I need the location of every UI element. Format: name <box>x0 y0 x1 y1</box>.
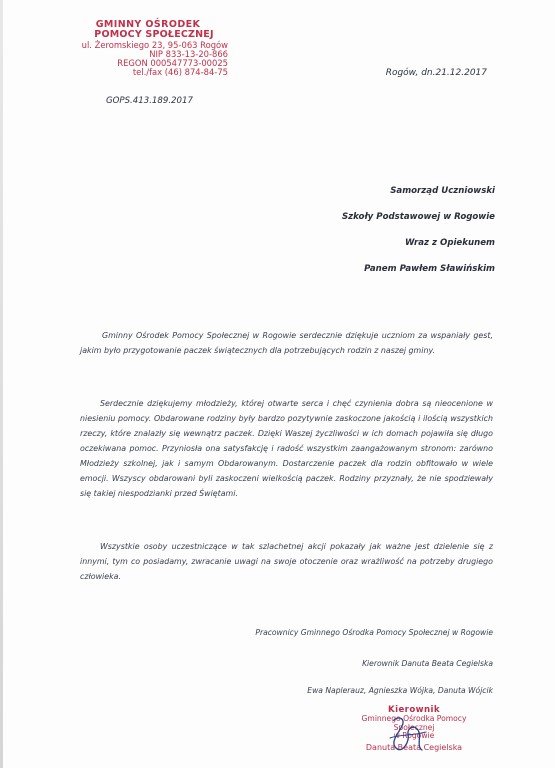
paragraph-1: Gminny Ośrodek Pomocy Społecznej w Rogowie serdecznie dziękuje uczniom za wspaniały gest, jakim było przygotowanie paczek świątecznych dla potrzebujących rodzin z naszej gminy. <box>80 331 493 355</box>
director-stamp-line-1: Gminnego Ośrodka Pomocy Społecznej <box>361 714 467 732</box>
director-stamp-line-2: w Rogowie <box>393 731 435 741</box>
signature-line-2: Kierownik Danuta Beata Cegielska <box>362 659 493 668</box>
addressee-line-2: Szkoły Podstawowej w Rogowie <box>341 212 495 222</box>
addressee-line-1: Samorząd Uczniowski <box>390 186 495 196</box>
institution-stamp <box>58 20 228 77</box>
signature-line-3: Ewa Naplerauz, Agnieszka Wójka, Danuta Wójcik <box>307 686 493 695</box>
paragraph-2: Serdecznie dziękujemy młodzieży, której otwarte serca i chęć czynienia dobra są nieocenione w niesieniu pomocy. Obdarowane rodziny były bardzo pozytywnie zaskoczone jakością i ilością wszystkich rzeczy, które znalazły się wewnątrz paczek. Dzięki Waszej życzliwości w ich domach pojawiła się długo oczekiwana pomoc. Przyniosła ona satysfakcję i radość wszystkim zaangażowanym stronom: zarówno Młodzieży szkolnej, jak i samym Obdarowanym. Dostarczenie paczek dla rodzin obfitowało w wiele emocji. Wszyscy obdarowani byli zaskoczeni wielkością paczek. Rodziny przyznały, że nie spodziewały się takiej niespodzianki przed Świętami. <box>80 399 493 498</box>
addressee-line-3: Wraz z Opiekunem <box>405 238 495 248</box>
paragraph-3: Wszystkie osoby uczestniczące w tak szlachetnej akcji pokazały jak ważne jest dzielenie się z innymi, tym co posiadamy, zwracanie uwagi na swoje otoczenie oraz wrażliwość na potrzeby drugiego człowieka. <box>80 542 493 581</box>
stamp-phone: tel./fax (46) 874-84-75 <box>132 66 228 77</box>
addressee-line-4: Panem Pawłem Sławińskim <box>364 264 495 274</box>
handwritten-signature-icon <box>380 712 436 758</box>
stamp-line-1: GMINNY OŚRODEK <box>95 19 201 30</box>
letter-date: Rogów, dn.21.12.2017 <box>385 68 487 78</box>
stamp-regon: REGON 000547773-00025 <box>117 57 228 68</box>
stamp-address: ul. Żeromskiego 23, 95-063 Rogów <box>81 39 228 50</box>
stamp-nip: NIP 833-13-20-866 <box>149 48 228 59</box>
reference-number: GOPS.413.189.2017 <box>106 96 193 106</box>
director-stamp-name: Danuta Beata Cegielska <box>365 743 463 753</box>
signature-line-1: Pracownicy Gminnego Ośrodka Pomocy Społecznej w Rogowie <box>255 628 493 637</box>
addressee-block <box>342 178 495 282</box>
stamp-line-2: POMOCY SPOŁECZNEJ <box>94 29 214 41</box>
director-stamp-title: Kierownik <box>388 705 440 715</box>
